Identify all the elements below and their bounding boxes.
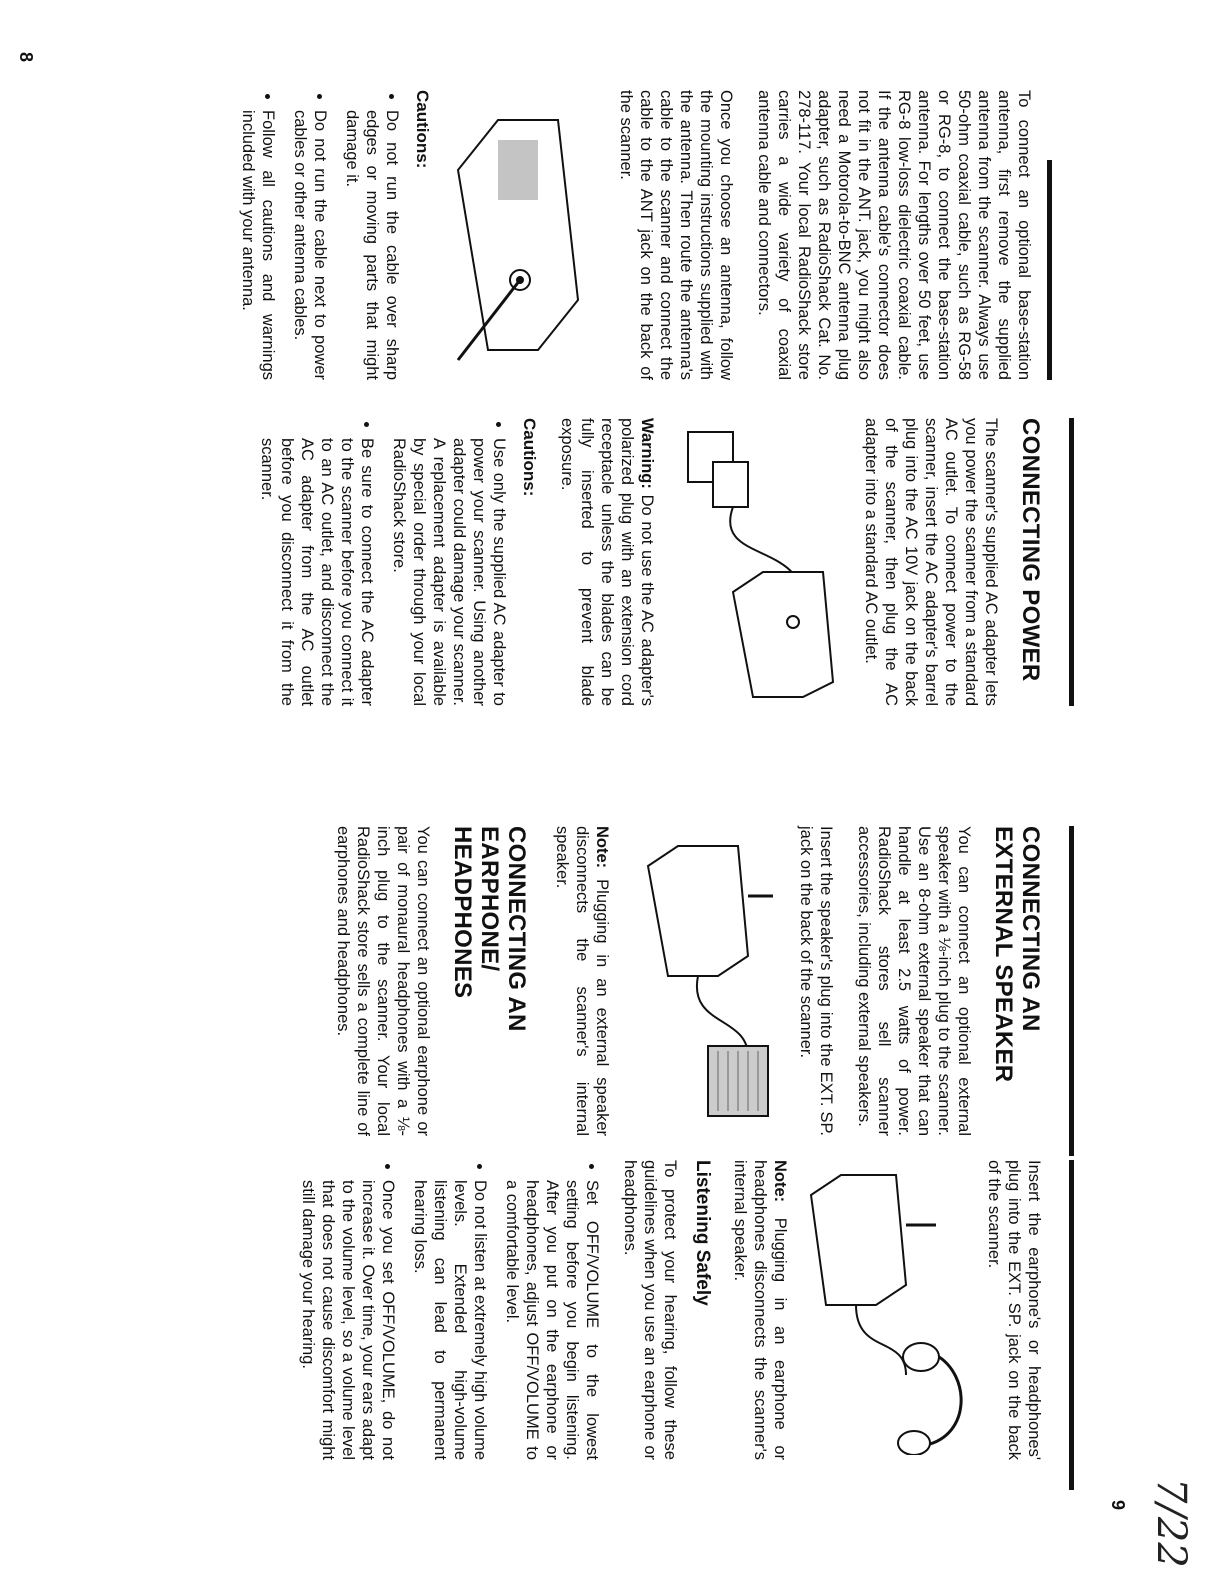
listening-guideline-3: • Once you set OFF/VOLUME, do not increase it. Over time, your ears adapt to the volume level, so a volume level that does not cause discomfort might still damage your hearing. [298, 1180, 398, 1460]
earphone-paragraph: You can connect an optional earphone or pair of monaural headphones with a ⅛-inch plug to the scanner. Your local RadioShack store sells a complete line of earphones and headphones. [334, 826, 432, 1136]
antenna-caution-3: • Follow all cautions and warnings included with your antenna. [238, 110, 278, 380]
external-speaker-heading: CONNECTING AN EXTERNAL SPEAKER [990, 826, 1044, 1083]
antenna-caution-1: • Do not run the cable over sharp edges or moving parts that might damage it. [342, 110, 402, 380]
warning-text: Do not use the AC adapter's polarized plug with an extension cord receptacle unless the blades can be fully inserted to prevent blade exposure. [558, 418, 656, 706]
power-caution-1: • Use only the supplied AC adapter to power your scanner. Using another adapter could damage your scanner. A replacement adapter is available by special order through your local RadioShack store. [389, 438, 509, 706]
external-speaker-illustration [628, 836, 778, 1126]
headphones-illustration [806, 1165, 966, 1455]
speaker-note-label: Note: [593, 826, 611, 869]
headphones-note-label: Note: [771, 1160, 789, 1203]
antenna-paragraph-2: Once you choose an antenna, follow the mounting instructions supplied with the antenna. Then route the antenna's cable to the scanner and connect the cable to the ANT jack on the back of the scanner. [617, 90, 735, 380]
connecting-power-paragraph: The scanner's supplied AC adapter lets you power the scanner from a standard AC outlet. To connect power to the scanner, insert the AC adapter's barrel plug into the AC 10V jack on the back of the scanner, then plug the AC adapter into a standard AC outlet. [862, 418, 1000, 706]
power-cautions-list [257, 418, 509, 706]
handwritten-date-note: 7/22 [1148, 1478, 1194, 1568]
antenna-cautions-list [238, 90, 402, 380]
external-speaker-paragraph-2: Insert the speaker's plug into the EXT. SP. jack on the back of the scanner. [797, 826, 835, 1136]
right-page-rule-1 [1069, 826, 1074, 1156]
power-cautions-heading: Cautions: [520, 418, 539, 497]
earphone-headphones-heading: CONNECTING AN EARPHONE/ HEADPHONES [449, 826, 530, 1032]
column-connecting-power [245, 418, 1044, 706]
antenna-caution-2: • Do not run the cable next to power cables or other antenna cables. [290, 110, 330, 380]
right-page-rule-2 [1069, 1160, 1074, 1490]
speaker-note-text: Plugging in an external speaker disconnects the scanner's internal speaker. [553, 826, 611, 1136]
listening-guideline-2: • Do not listen at extremely high volume levels. Extended high-volume listening can lead to permanent hearing loss. [410, 1180, 490, 1460]
listening-safely-intro: To protect your hearing, follow these guidelines when you use an earphone or headphones. [621, 1160, 679, 1460]
left-page-rule [1047, 160, 1052, 380]
listening-safely-list [298, 1160, 602, 1460]
column-external-speaker [315, 826, 1044, 1136]
external-speaker-note [552, 826, 612, 1136]
headphones-note-text: Plugging in an earphone or headphones disconnects the scanner's internal speaker. [731, 1160, 789, 1460]
scanner-antenna-jack-illustration [448, 100, 598, 370]
connecting-power-heading: CONNECTING POWER [1017, 418, 1044, 682]
listening-safely-heading: Listening Safely [692, 1160, 713, 1306]
power-warning [557, 418, 657, 706]
external-speaker-paragraph-1: You can connect an optional external speaker with a ⅛-inch plug to the scanner. Use an 8-ohm external speaker that can handle at least 2.5 watts of power. RadioShack stores sell scanner accessories, including external speakers. [855, 826, 973, 1136]
listening-guideline-1: • Set OFF/VOLUME to the lowest setting before you begin listening. After you put on the earphone or headphones, adjust OFF/VOLUME to a comfortable level. [502, 1180, 602, 1460]
antenna-cautions-heading: Cautions: [413, 90, 432, 169]
ac-adapter-illustration [673, 422, 843, 702]
column-antenna [226, 90, 1034, 380]
column-listening-safely [286, 1160, 1044, 1460]
page-number-right: 9 [1108, 1500, 1128, 1511]
power-caution-2: • Be sure to connect the AC adapter to the scanner before you connect it to an AC outlet, and disconnect the AC adapter from the AC outlet before you disconnect it from the scanner. [257, 438, 377, 706]
headphones-note [730, 1160, 790, 1460]
left-page-rule-2 [1069, 418, 1074, 706]
earphone-insert-paragraph: Insert the earphone's or headphones' plug into the EXT. SP. jack on the back of the scanner. [985, 1160, 1043, 1460]
warning-label: Warning: [638, 418, 656, 489]
page-number-left: 8 [16, 52, 36, 63]
antenna-paragraph-1: To connect an optional base-station antenna, first remove the supplied antenna from the scanner. Always use 50-ohm coaxial cable, such as RG-58 or RG-8, to connect the base-station antenna. For lengths over 50 feet, use RG-8 low-loss dielectric coaxial cable. If the antenna cable's connector does not fit in the ANT. jack, you might also need a Motorola-to-BNC antenna plug adapter, such as RadioShack Cat. No. 278-117. Your local RadioShack store carries a wide variety of coaxial antenna cable and connectors. [755, 90, 1033, 380]
